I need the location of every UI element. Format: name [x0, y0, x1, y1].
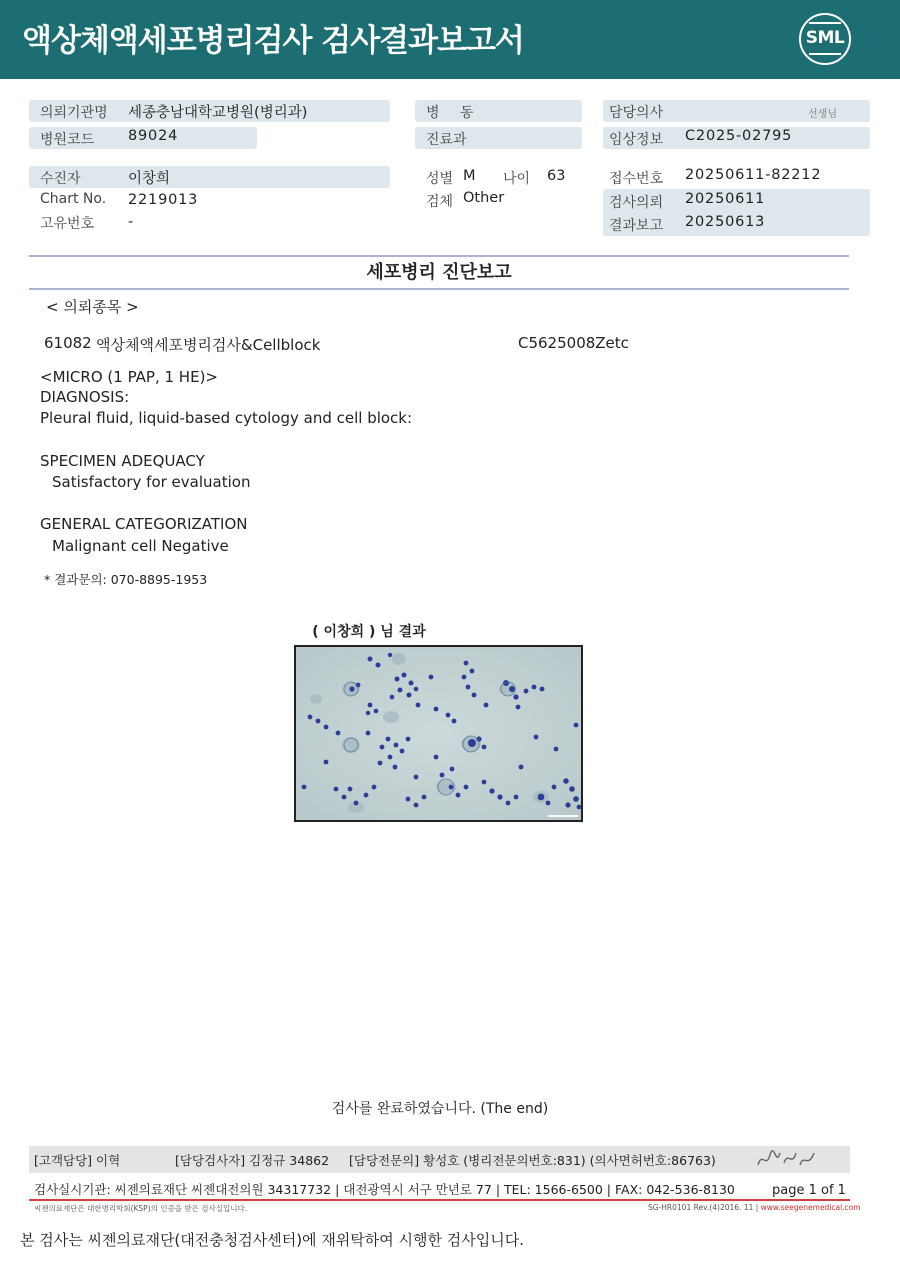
- image-title: ( 이창희 ) 님 결과: [312, 624, 426, 640]
- hospital-code-value: 89024: [128, 128, 179, 144]
- order-heading: < 의뢰종목 >: [46, 298, 139, 316]
- categorization-text: Malignant cell Negative: [52, 537, 229, 555]
- form-code-text: SG-HR0101 Rev.(4)2016. 11 |: [648, 1203, 761, 1212]
- adequacy-text: Satisfactory for evaluation: [52, 473, 251, 491]
- request-label: 검사의뢰: [609, 195, 664, 211]
- footer-url[interactable]: www.seegenemedical.com: [760, 1203, 861, 1212]
- clinical-label: 임상정보: [609, 132, 664, 148]
- report-label: 결과보고: [609, 218, 664, 234]
- bottom-note: 본 검사는 씨젠의료재단(대전충청검사센터)에 재위탁하여 시행한 검사입니다.: [20, 1231, 524, 1249]
- patient-label: 수진자: [40, 171, 81, 187]
- order-id: C5625008Zetc: [518, 334, 629, 352]
- unique-label: 고유번호: [40, 216, 95, 232]
- inquiry-note: * 결과문의: 070-8895-1953: [44, 572, 208, 587]
- receipt-value: 20250611-82212: [685, 167, 822, 183]
- patient-field: [29, 166, 390, 188]
- dept-label: 진료과: [426, 132, 467, 148]
- footer-certification: 씨젠의료재단은 대한병리학회(KSP)의 인증을 받은 검사실입니다.: [34, 1204, 248, 1213]
- micro-line: <MICRO (1 PAP, 1 HE)>: [40, 368, 218, 386]
- logo-top-line: [809, 22, 841, 24]
- sex-value: M: [463, 168, 476, 184]
- hospital-code-label: 병원코드: [40, 132, 95, 148]
- logo-text: SML: [805, 28, 845, 48]
- footer-form-code: [648, 1203, 861, 1212]
- footer-specialist: [담당전문의] 황성호 (병리전문의번호:831) (의사면허번호:86763): [349, 1153, 716, 1168]
- patient-value: 이창희: [128, 171, 171, 187]
- order-name: 액상체액세포병리검사&Cellblock: [96, 336, 321, 354]
- logo-bottom-line: [809, 53, 841, 55]
- footer-customer: [고객담당] 이혁: [34, 1153, 121, 1168]
- footer-institution: 검사실시기관: 씨젠의료재단 씨젠대전의원 34317732 | 대전광역시 서구 만년로 77 | TEL: 1566-6500 | FAX: 042-536-8130: [34, 1182, 735, 1197]
- age-label: 나이: [503, 171, 531, 187]
- cytology-micrograph: [294, 645, 583, 822]
- receipt-label: 접수번호: [609, 171, 664, 187]
- diagnosis-heading: DIAGNOSIS:: [40, 388, 130, 406]
- clinical-value: C2025-02795: [685, 128, 793, 144]
- specimen-label: 검체: [426, 194, 454, 210]
- institution-label: 의뢰기관명: [40, 105, 108, 121]
- section-title: 세포병리 진단보고: [366, 262, 512, 283]
- report-title: 액상체액세포병리검사 검사결과보고서: [22, 23, 524, 59]
- specimen-value: Other: [463, 190, 505, 206]
- end-text: 검사를 완료하였습니다. (The end): [331, 1101, 549, 1117]
- section-rule-top: [29, 255, 849, 257]
- footer-tester: [담당검사자] 김정규 34862: [175, 1153, 330, 1168]
- unique-value: -: [128, 214, 134, 230]
- report-value: 20250613: [685, 214, 766, 230]
- chart-value: 2219013: [128, 192, 199, 208]
- section-rule-bottom: [29, 288, 849, 290]
- footer-red-rule: [29, 1199, 850, 1201]
- sml-logo: [799, 13, 851, 65]
- diagnosis-text: Pleural fluid, liquid-based cytology and cell block:: [40, 409, 413, 427]
- age-value: 63: [547, 168, 566, 184]
- signature-image: [756, 1147, 818, 1175]
- chart-label: Chart No.: [40, 191, 107, 207]
- doctor-suffix: 선생님: [808, 109, 837, 120]
- institution-value: 세종충남대학교병원(병리과): [128, 105, 308, 121]
- request-value: 20250611: [685, 191, 766, 207]
- report-header: [0, 0, 900, 79]
- doctor-label: 담당의사: [609, 105, 664, 121]
- categorization-heading: GENERAL CATEGORIZATION: [40, 515, 248, 533]
- page-indicator: page 1 of 1: [772, 1183, 846, 1198]
- ward-label: 병 동: [426, 105, 482, 121]
- adequacy-heading: SPECIMEN ADEQUACY: [40, 452, 205, 470]
- sex-label: 성별: [426, 171, 454, 187]
- order-code: 61082: [44, 334, 92, 352]
- micrograph-drawing: [296, 647, 581, 820]
